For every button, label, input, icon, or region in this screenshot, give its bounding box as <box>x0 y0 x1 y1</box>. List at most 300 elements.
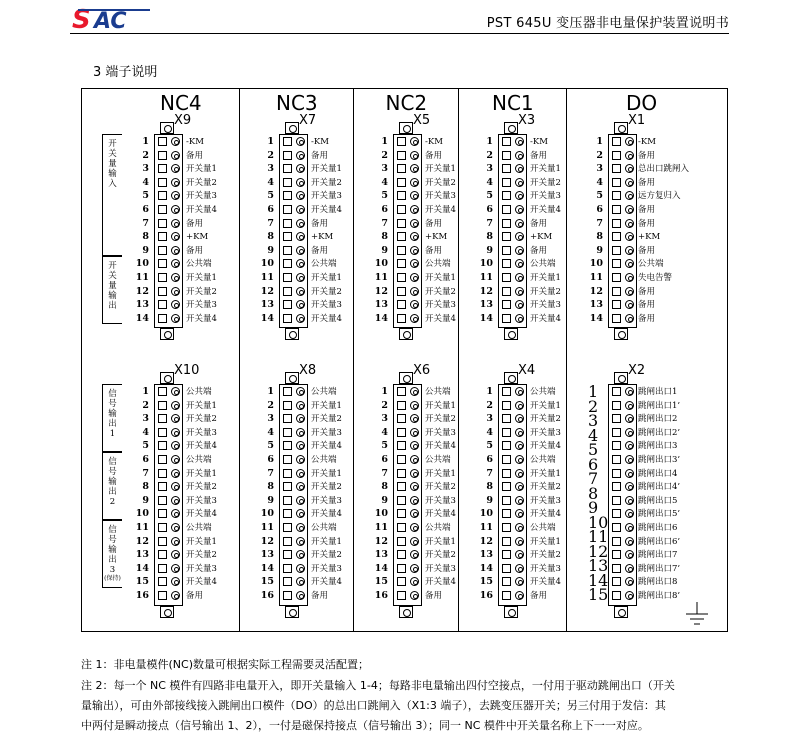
terminal-screw <box>612 577 621 586</box>
terminal-number: 10 <box>374 508 388 520</box>
terminal-label: 开关量2 <box>186 550 217 561</box>
terminal-screw <box>612 246 621 255</box>
terminal-screw <box>158 178 167 187</box>
terminal-number: 4 <box>381 426 388 438</box>
terminal-label: 备用 <box>530 245 548 256</box>
terminal-number: 14 <box>374 312 388 324</box>
terminal-screw <box>158 496 167 505</box>
terminal-number: 10 <box>374 258 388 270</box>
terminal-label: 开关量3 <box>311 563 342 574</box>
terminal-screw <box>397 246 406 255</box>
terminal-wire-hole <box>515 246 524 255</box>
terminal-wire-hole <box>625 469 634 478</box>
terminal-number: 7 <box>486 217 493 229</box>
terminal-screw <box>502 387 511 396</box>
terminal-wire-hole <box>625 246 634 255</box>
terminal-row <box>458 149 566 163</box>
terminal-number: 7 <box>381 217 388 229</box>
terminal-row <box>566 312 726 326</box>
terminal-label: 开关量4 <box>186 577 217 588</box>
terminal-row <box>458 589 566 603</box>
terminal-row <box>239 257 353 271</box>
terminal-label: 公共端 <box>425 455 451 465</box>
terminal-screw <box>283 550 292 559</box>
terminal-label: 开关量1 <box>186 164 217 175</box>
terminal-row <box>353 176 458 190</box>
terminal-number: 9 <box>267 244 274 256</box>
terminal-label: 开关量1 <box>530 468 561 479</box>
terminal-label: 备用 <box>311 218 329 229</box>
terminal-wire-hole <box>296 455 305 464</box>
terminal-number: 4 <box>267 426 274 438</box>
terminal-row <box>239 507 353 521</box>
terminal-number: 7 <box>596 217 603 229</box>
terminal-label: 开关量4 <box>186 205 217 215</box>
group-sublabel: (保持) <box>104 575 121 582</box>
terminal-number: 11 <box>374 522 388 533</box>
terminal-wire-hole <box>296 496 305 505</box>
terminal-row <box>239 312 353 326</box>
terminal-label: 跳闸出口7 <box>638 550 678 561</box>
group-label-char: 出 <box>108 555 117 565</box>
terminal-screw <box>397 441 406 450</box>
terminal-number: 9 <box>486 494 493 506</box>
terminal-label: 开关量4 <box>186 441 217 452</box>
terminal-wire-hole <box>171 509 180 518</box>
terminal-screw <box>397 151 406 160</box>
terminal-row <box>566 285 726 299</box>
terminal-number: 8 <box>267 231 274 243</box>
group-label-char: 关 <box>108 271 117 282</box>
terminal-screw <box>612 537 621 546</box>
terminal-screw <box>158 401 167 410</box>
terminal-screw <box>612 300 621 309</box>
terminal-screw <box>502 314 511 323</box>
terminal-number: 14 <box>479 562 493 574</box>
terminal-wire-hole <box>171 577 180 586</box>
terminal-screw <box>502 259 511 268</box>
terminal-number: 13 <box>479 549 493 561</box>
terminal-wire-hole <box>171 219 180 228</box>
terminal-mount-ear <box>614 606 628 618</box>
terminal-label: 开关量4 <box>186 509 217 520</box>
terminal-row <box>458 271 566 285</box>
terminal-screw <box>158 137 167 146</box>
terminal-wire-hole <box>296 273 305 282</box>
terminal-number: 3 <box>596 163 603 175</box>
terminal-wire-hole <box>625 178 634 187</box>
terminal-wire-hole <box>296 414 305 423</box>
terminal-screw <box>397 232 406 241</box>
sac-logo <box>70 4 160 32</box>
terminal-number: 10 <box>589 258 603 270</box>
group-label-char: 输 <box>108 545 117 555</box>
terminal-label: 开关量3 <box>425 563 456 574</box>
terminal-label: 开关量2 <box>311 550 342 561</box>
terminal-wire-hole <box>171 469 180 478</box>
terminal-label: 备用 <box>311 245 329 256</box>
terminal-row <box>239 480 353 494</box>
terminal-mount-ear <box>399 372 413 384</box>
terminal-screw <box>158 246 167 255</box>
terminal-label: 开关量3 <box>530 191 561 202</box>
terminal-wire-hole <box>296 191 305 200</box>
terminal-screw <box>158 205 167 214</box>
terminal-number: 9 <box>596 244 603 256</box>
terminal-number: 16 <box>260 590 274 601</box>
terminal-number: 2 <box>142 399 149 411</box>
terminal-label: 开关量2 <box>530 177 561 188</box>
terminal-number: 16 <box>479 590 493 601</box>
terminal-number: 12 <box>135 535 149 547</box>
terminal-number: 8 <box>381 481 388 493</box>
terminal-number: 4 <box>381 176 388 188</box>
terminal-wire-hole <box>410 178 419 187</box>
terminal-wire-hole <box>625 401 634 410</box>
terminal-label: 备用 <box>186 591 204 601</box>
terminal-wire-hole <box>515 387 524 396</box>
terminal-label: 开关量1 <box>530 536 561 547</box>
terminal-screw <box>283 414 292 423</box>
terminal-row <box>458 480 566 494</box>
terminal-screw <box>612 401 621 410</box>
terminal-label: 跳闸出口5’ <box>638 509 681 520</box>
terminal-screw <box>283 287 292 296</box>
terminal-screw <box>283 469 292 478</box>
terminal-label: 开关量4 <box>186 313 217 324</box>
terminal-number: 9 <box>381 244 388 256</box>
terminal-screw <box>612 550 621 559</box>
terminal-number: 7 <box>381 467 388 479</box>
terminal-screw <box>612 273 621 282</box>
terminal-number: 3 <box>142 163 149 175</box>
terminal-row <box>458 467 566 481</box>
terminal-screw <box>502 550 511 559</box>
terminal-wire-hole <box>410 428 419 437</box>
terminal-number: 1 <box>142 136 149 147</box>
terminal-label: 公共端 <box>311 387 337 397</box>
terminal-label: 开关量3 <box>530 427 561 438</box>
terminal-number: 2 <box>142 149 149 161</box>
terminal-wire-hole <box>410 191 419 200</box>
terminal-wire-hole <box>171 178 180 187</box>
terminal-wire-hole <box>171 232 180 241</box>
terminal-number: 2 <box>267 399 274 411</box>
terminal-screw <box>502 232 511 241</box>
terminal-mount-ear <box>285 606 299 618</box>
terminal-screw <box>397 273 406 282</box>
terminal-row <box>239 285 353 299</box>
terminal-wire-hole <box>625 387 634 396</box>
terminal-wire-hole <box>410 273 419 282</box>
terminal-row <box>353 426 458 440</box>
note-2-line-1: 注 2：每一个 NC 模件有四路非电量开入，即开关量输入 1-4；每路非电量输出四付空接点，一付用于驱动跳闸出口（开关 <box>81 679 675 692</box>
terminal-row <box>458 507 566 521</box>
terminal-wire-hole <box>171 455 180 464</box>
terminal-screw <box>502 591 511 600</box>
terminal-label: 备用 <box>530 150 548 161</box>
terminal-wire-hole <box>515 469 524 478</box>
terminal-wire-hole <box>171 387 180 396</box>
terminal-screw <box>397 482 406 491</box>
terminal-wire-hole <box>515 509 524 518</box>
terminal-screw <box>158 482 167 491</box>
terminal-wire-hole <box>296 178 305 187</box>
terminal-screw <box>612 232 621 241</box>
terminal-screw <box>397 287 406 296</box>
terminal-row <box>239 162 353 176</box>
terminal-row <box>239 426 353 440</box>
terminal-number: 11 <box>135 272 149 283</box>
terminal-row <box>239 203 353 217</box>
terminal-row <box>353 298 458 312</box>
terminal-wire-hole <box>171 273 180 282</box>
terminal-row <box>353 575 458 589</box>
terminal-row <box>353 507 458 521</box>
terminal-screw <box>283 441 292 450</box>
terminal-row <box>566 257 726 271</box>
terminal-row <box>458 385 566 399</box>
terminal-wire-hole <box>625 455 634 464</box>
module-title: NC2 <box>385 91 428 115</box>
terminal-wire-hole <box>515 401 524 410</box>
terminal-number: 9 <box>267 494 274 506</box>
terminal-label: 开关量4 <box>530 577 561 588</box>
terminal-number: 11 <box>260 522 274 533</box>
terminal-number: 10 <box>479 508 493 520</box>
terminal-row <box>353 217 458 231</box>
terminal-wire-hole <box>625 591 634 600</box>
terminal-row <box>458 189 566 203</box>
terminal-mount-ear <box>504 606 518 618</box>
terminal-screw <box>158 273 167 282</box>
terminal-screw <box>397 537 406 546</box>
terminal-number: 9 <box>486 244 493 256</box>
terminal-label: 跳闸出口2 <box>638 414 678 425</box>
terminal-screw <box>397 164 406 173</box>
terminal-label: -KM <box>311 137 329 147</box>
terminal-wire-hole <box>625 259 634 268</box>
terminal-row <box>458 535 566 549</box>
terminal-row <box>353 521 458 535</box>
terminal-screw <box>158 455 167 464</box>
terminal-label: 跳闸出口4 <box>638 468 678 479</box>
terminal-row <box>458 230 566 244</box>
terminal-number: 5 <box>267 190 274 202</box>
terminal-screw <box>612 137 621 146</box>
terminal-wire-hole <box>625 151 634 160</box>
terminal-number: 13 <box>588 556 609 576</box>
terminal-number: 12 <box>260 285 274 297</box>
terminal-label: 开关量2 <box>311 177 342 188</box>
terminal-screw <box>283 300 292 309</box>
terminal-wire-hole <box>625 414 634 423</box>
terminal-screw <box>158 577 167 586</box>
terminal-row <box>353 494 458 508</box>
terminal-wire-hole <box>296 314 305 323</box>
terminal-screw <box>283 191 292 200</box>
terminal-label: 跳闸出口8’ <box>638 591 681 601</box>
terminal-label: 开关量1 <box>186 536 217 547</box>
terminal-number: 6 <box>381 454 388 465</box>
terminal-row <box>458 399 566 413</box>
terminal-screw <box>612 428 621 437</box>
terminal-number: 7 <box>486 467 493 479</box>
terminal-row <box>239 149 353 163</box>
terminal-label: 开关量2 <box>425 550 456 561</box>
terminal-wire-hole <box>515 178 524 187</box>
terminal-row <box>353 285 458 299</box>
terminal-wire-hole <box>625 314 634 323</box>
terminal-label: 开关量1 <box>425 536 456 547</box>
terminal-number: 12 <box>374 535 388 547</box>
terminal-wire-hole <box>410 287 419 296</box>
terminal-row <box>458 439 566 453</box>
terminal-row <box>458 426 566 440</box>
terminal-row <box>353 135 458 149</box>
terminal-screw <box>158 428 167 437</box>
terminal-wire-hole <box>515 219 524 228</box>
module-column-nc2 <box>353 89 458 631</box>
terminal-screw <box>612 455 621 464</box>
terminal-number: 8 <box>486 481 493 493</box>
column-divider <box>353 89 354 631</box>
terminal-mount-ear <box>614 372 628 384</box>
terminal-screw <box>397 591 406 600</box>
terminal-label: +KM <box>311 232 334 243</box>
terminal-wire-hole <box>171 151 180 160</box>
terminal-label: 开关量1 <box>311 273 342 283</box>
terminal-screw <box>158 219 167 228</box>
terminal-wire-hole <box>625 550 634 559</box>
terminal-number: 14 <box>135 562 149 574</box>
terminal-row <box>566 271 726 285</box>
terminal-wire-hole <box>171 259 180 268</box>
terminal-wire-hole <box>515 564 524 573</box>
terminal-screw <box>283 523 292 532</box>
terminal-row <box>566 230 726 244</box>
terminal-wire-hole <box>296 387 305 396</box>
terminal-mount-ear <box>160 372 174 384</box>
terminal-row <box>566 189 726 203</box>
terminal-screw <box>397 414 406 423</box>
terminal-wire-hole <box>625 428 634 437</box>
terminal-row <box>566 176 726 190</box>
terminal-number: 14 <box>260 562 274 574</box>
terminal-row <box>458 162 566 176</box>
terminal-number: 13 <box>135 549 149 561</box>
terminal-label: 开关量2 <box>186 286 217 297</box>
terminal-mount-ear <box>399 328 413 340</box>
terminal-row <box>353 230 458 244</box>
terminal-number: 3 <box>267 163 274 175</box>
terminal-wire-hole <box>296 401 305 410</box>
terminal-row <box>353 467 458 481</box>
terminal-row <box>458 521 566 535</box>
terminal-wire-hole <box>515 577 524 586</box>
terminal-mount-ear <box>285 122 299 134</box>
terminal-row <box>239 548 353 562</box>
terminal-label: 备用 <box>638 286 656 297</box>
terminal-label: 备用 <box>311 150 329 161</box>
terminal-wire-hole <box>296 469 305 478</box>
terminal-screw <box>612 469 621 478</box>
terminal-number: 16 <box>135 590 149 601</box>
terminal-wire-hole <box>410 246 419 255</box>
terminal-label: 开关量4 <box>311 509 342 520</box>
terminal-number: 3 <box>381 413 388 425</box>
terminal-wire-hole <box>296 591 305 600</box>
terminal-number: 6 <box>267 454 274 465</box>
terminal-number: 14 <box>260 312 274 324</box>
block-title-x6: X6 <box>413 363 431 378</box>
terminal-screw <box>283 232 292 241</box>
terminal-number: 14 <box>479 312 493 324</box>
terminal-screw <box>612 414 621 423</box>
terminal-number: 11 <box>479 522 493 533</box>
terminal-label: 开关量3 <box>186 427 217 438</box>
terminal-wire-hole <box>625 287 634 296</box>
signal-group-bracket <box>102 134 122 256</box>
terminal-number: 15 <box>260 576 274 588</box>
svg-text:S: S <box>72 5 91 32</box>
group-label-char: 2 <box>109 497 116 507</box>
terminal-wire-hole <box>296 164 305 173</box>
terminal-label: -KM <box>530 137 548 147</box>
terminal-screw <box>612 287 621 296</box>
terminal-number: 11 <box>588 527 609 547</box>
terminal-screw <box>158 469 167 478</box>
terminal-number: 8 <box>486 231 493 243</box>
terminal-screw <box>502 219 511 228</box>
module-title: DO <box>626 91 658 115</box>
terminal-label: 备用 <box>425 218 443 229</box>
terminal-screw <box>502 577 511 586</box>
terminal-wire-hole <box>515 259 524 268</box>
terminal-label: 备用 <box>638 177 656 188</box>
terminal-wire-hole <box>515 414 524 423</box>
terminal-wire-hole <box>171 496 180 505</box>
terminal-screw <box>502 564 511 573</box>
terminal-wire-hole <box>171 191 180 200</box>
terminal-number: 9 <box>142 244 149 256</box>
note-1-text: 非电量模件(NC)数量可根据实际工程需要灵活配置； <box>113 658 369 671</box>
terminal-number: 11 <box>479 272 493 283</box>
module-title: NC1 <box>492 91 534 115</box>
group-label-char: 入 <box>108 179 117 189</box>
terminal-screw <box>612 523 621 532</box>
terminal-screw <box>397 428 406 437</box>
terminal-row <box>82 589 239 603</box>
terminal-wire-hole <box>410 537 419 546</box>
terminal-label: 公共端 <box>530 523 556 533</box>
terminal-screw <box>612 191 621 200</box>
terminal-number: 11 <box>589 272 603 283</box>
group-label-char: 信 <box>108 457 117 467</box>
terminal-screw <box>502 246 511 255</box>
terminal-number: 3 <box>486 163 493 175</box>
signal-group-bracket <box>102 384 122 452</box>
group-label-char: 输 <box>108 409 117 419</box>
terminal-wire-hole <box>515 441 524 450</box>
terminal-screw <box>612 564 621 573</box>
terminal-row <box>239 135 353 149</box>
terminal-screw <box>158 441 167 450</box>
terminal-number: 15 <box>135 576 149 588</box>
terminal-number: 7 <box>142 217 149 229</box>
terminal-number: 12 <box>374 285 388 297</box>
note-1-prefix: 注 1： <box>81 658 114 671</box>
